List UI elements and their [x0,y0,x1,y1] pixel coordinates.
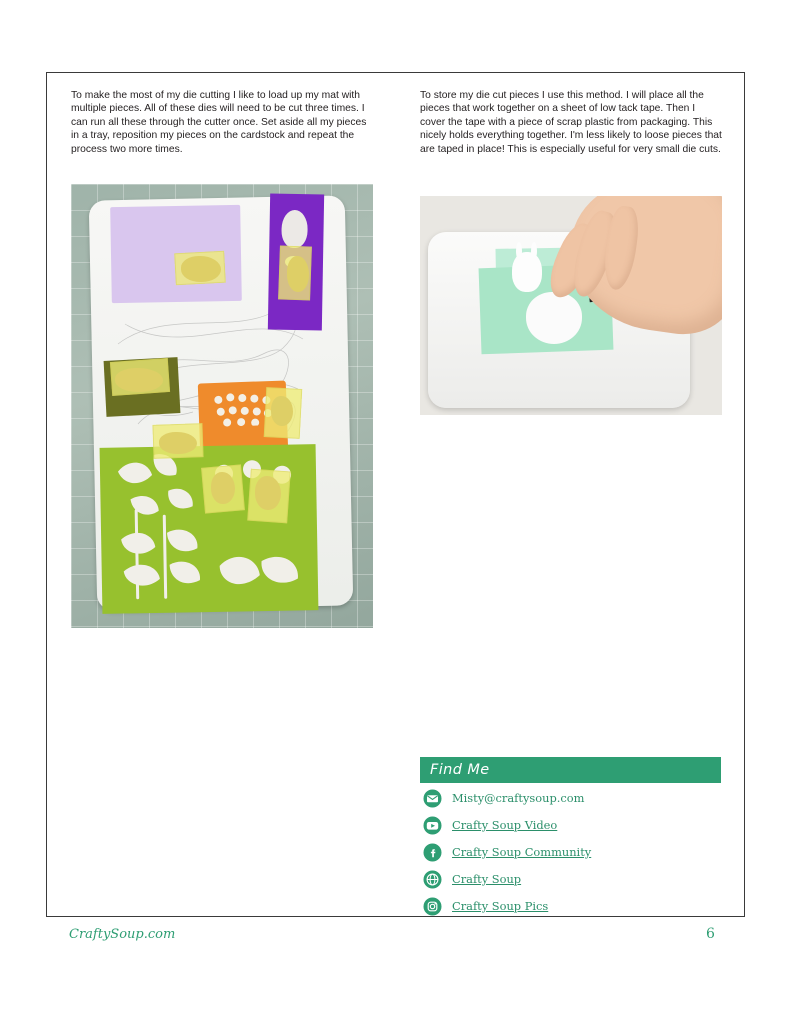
youtube-icon [423,816,442,835]
find-me-header [420,757,721,783]
low-tack-tape [264,387,303,439]
facebook-icon [423,843,442,862]
instagram-icon [423,897,442,916]
apple-die-cut [526,292,582,344]
globe-icon [423,870,442,889]
die-cutting-mat-photo [71,184,373,628]
contact-row-youtube[interactable] [420,813,721,837]
low-tack-tape [110,358,170,396]
website-link-label[interactable]: Crafty Soup [452,872,522,886]
low-tack-tape [174,251,226,286]
left-column [71,89,373,156]
tape-storage-photo [420,196,722,415]
footer-page-number: 6 [706,926,715,942]
right-column-paragraph: To store my die cut pieces I use this method. I will place all the pieces that work together on a sheet of low tack tape. Then I cover the tape with a piece of scrap plastic from packaging. This nicely holds everything together. I'm less likely to loose pieces that are taped in place! This is especially useful for very small die cuts. [420,90,722,155]
instagram-link-label[interactable]: Crafty Soup Pics [452,899,549,913]
low-tack-tape [201,464,245,513]
left-column-paragraph: To make the most of my die cutting I like to load up my mat with multiple pieces. All of these dies will need to be cut three times. I can run all these through the cutter once. Set aside all my pieces in a tray, reposition my pieces on the cardstock and repeat the process two more times. [71,90,367,155]
bunny-die-cut [512,252,542,292]
right-column [420,89,722,156]
find-me-title: Find Me [430,762,490,778]
contact-row-website[interactable] [420,867,721,891]
youtube-link-label[interactable]: Crafty Soup Video [452,818,558,832]
contact-row-instagram[interactable] [420,894,721,918]
low-tack-tape [152,423,203,459]
email-icon [423,789,442,808]
low-tack-tape [247,469,291,524]
contact-row-facebook[interactable] [420,840,721,864]
footer-site-name: CraftySoup.com [69,927,176,942]
facebook-link-label[interactable]: Crafty Soup Community [452,845,592,859]
bunny-cutout [281,210,308,248]
email-link-label[interactable]: Misty@craftysoup.com [452,791,585,805]
low-tack-tape [278,245,312,300]
contact-row-email[interactable] [420,786,721,810]
find-me-block [420,757,721,918]
